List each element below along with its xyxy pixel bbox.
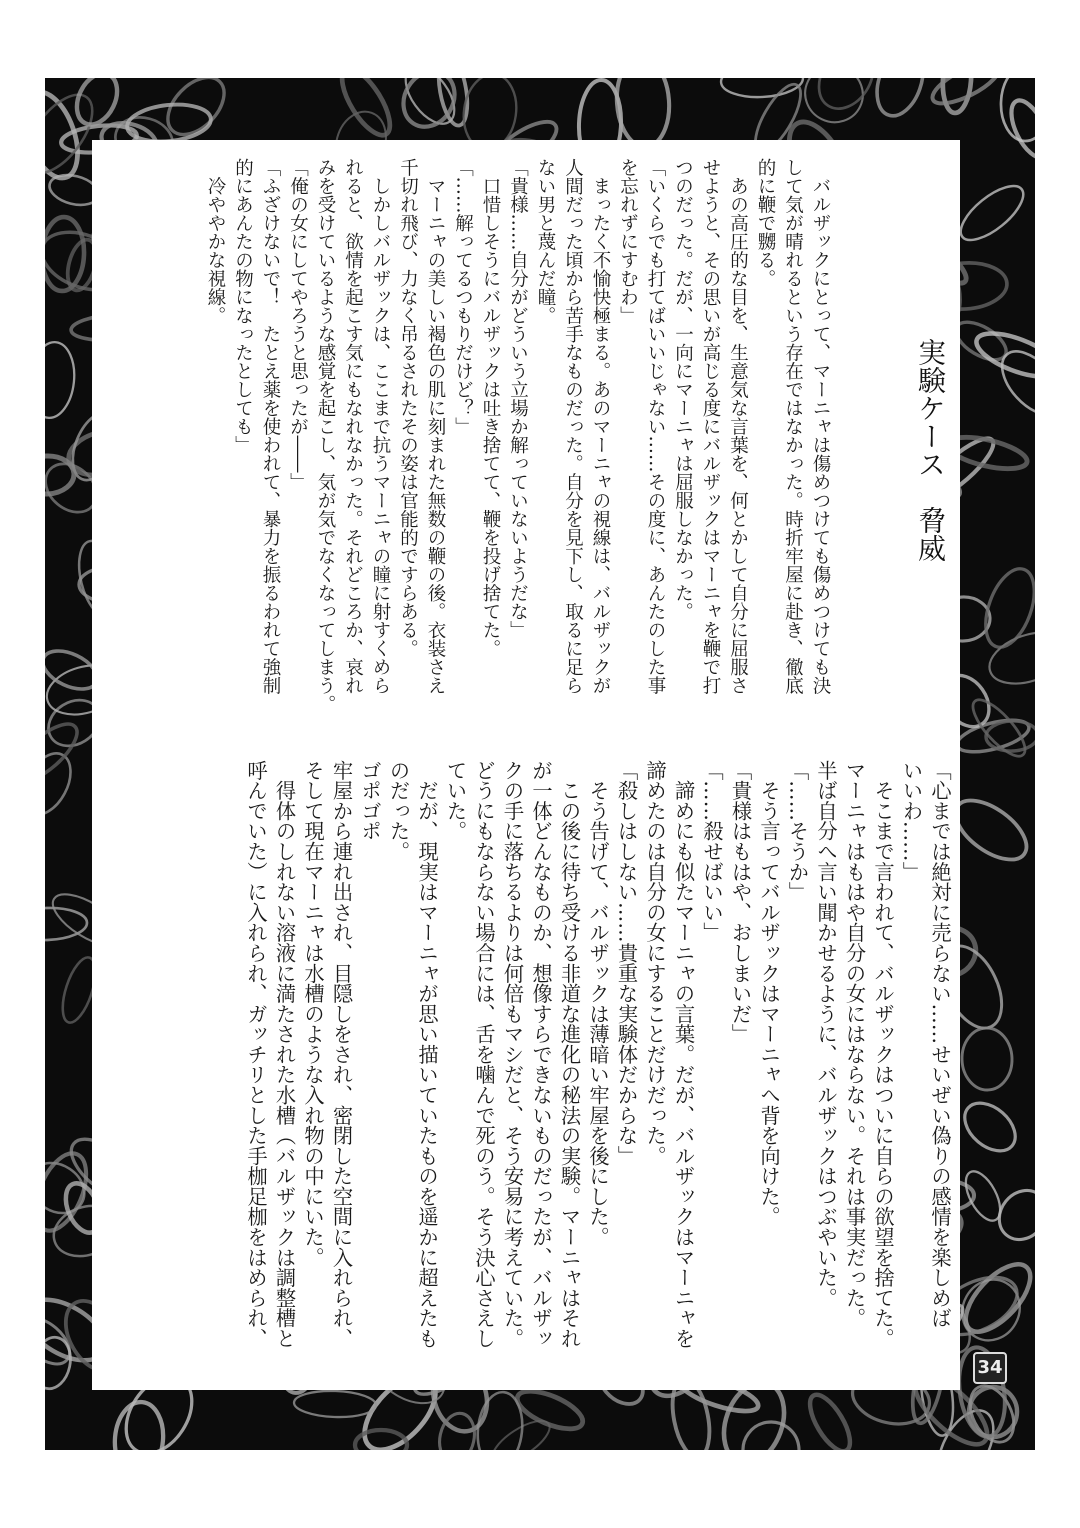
text-line: 「俺の女にしてやろうと思ったが――」 xyxy=(287,158,309,491)
text-line: 「……解ってるつもりだけど？」 xyxy=(452,158,474,436)
text-line: そして現在マーニャは水槽のような入れ物の中にいた。 xyxy=(301,760,325,1268)
text-line: 「貴様……自分がどういう立場か解っていないようだな」 xyxy=(507,158,529,639)
text-line: 冷ややかな視線。 xyxy=(205,158,226,325)
text-line: ゴポゴポ xyxy=(358,760,382,842)
page-number: 34 xyxy=(973,1352,1007,1384)
text-line: 「……そうか」 xyxy=(785,760,810,903)
chain-link xyxy=(355,1430,407,1450)
text-line: 「いくらでも打てばいいじゃない……その度に、あんたのした事 xyxy=(645,158,666,695)
text-line: 千切れ飛び、力なく吊るされたその姿は官能的ですらある。 xyxy=(397,158,419,658)
text-line: みを受けているような感覚を起こし、気が気でなくなってしまう。 xyxy=(315,158,336,713)
chain-link xyxy=(739,1418,803,1450)
text-line: この後に待ち受ける非道な進化の秘法の実験。マーニャはそれ xyxy=(557,760,582,1349)
text-line: 的に鞭で嬲る。 xyxy=(755,158,776,288)
text-line: 呼んでいた）に入れられ、ガッチリとした手枷足枷をはめられ、 xyxy=(244,760,268,1349)
text-line: 「……殺せばいい」 xyxy=(700,760,724,943)
text-line: いいわ……」 xyxy=(899,760,924,882)
text-line: 半ば自分へ言い聞かせるように、バルザックはつぶやいた。 xyxy=(814,760,838,1308)
text-line: マーニャの美しい褐色の肌に刻まれた無数の鞭の後。衣装さえ xyxy=(425,158,446,695)
text-line: が一体どんなものか、想像すらできないものだったが、バルザッ xyxy=(529,760,553,1349)
text-line: を忘れずにすむわ」 xyxy=(617,158,639,325)
text-line: マーニャはもはや自分の女にはならない。それは事実だった。 xyxy=(842,760,867,1329)
chain-link xyxy=(802,1389,857,1450)
text-line: クの手に落ちるよりは何倍もマシだと、そう安易に考えていた。 xyxy=(500,760,525,1349)
chain-link xyxy=(808,78,884,119)
text-line: つのだった。だが、一向にマーニャは屈服しなかった。 xyxy=(672,158,694,621)
text-line: して気が晴れるという存在ではなかった。時折牢屋に赴き、徹底 xyxy=(782,158,804,695)
chain-link xyxy=(333,78,399,142)
text-line: 諦めたのは自分の女にすることだけだった。 xyxy=(643,760,667,1166)
text-line: そう言ってバルザックはマーニャへ背を向けた。 xyxy=(757,760,781,1227)
text-line: 「殺しはしない……貴重な実験体だからな」 xyxy=(614,760,639,1166)
chain-link xyxy=(952,177,1031,250)
chapter-title: 実験ケース 脅威 xyxy=(914,338,947,562)
text-line: そこまで言われて、バルザックはついに自らの欲望を捨てた。 xyxy=(871,760,895,1349)
text-line: 「貴様はもはや、おしまいだ」 xyxy=(728,760,753,1045)
chain-link xyxy=(991,341,1035,426)
chain-link xyxy=(869,78,932,122)
text-line: れると、欲情を起こす気にもなれなかった。それどころか、哀れ xyxy=(342,158,364,695)
text-line: 「心までは絶対に売らない……せいぜい偽りの感情を楽しめば xyxy=(928,760,952,1329)
chain-link xyxy=(45,340,78,420)
text-line: 牢屋から連れ出され、目隠しをされ、密閉した空間に入れられ、 xyxy=(329,760,354,1349)
chain-link xyxy=(393,78,464,136)
text-line: せようと、その思いが高じる度にバルザックはマーニャを鞭で打 xyxy=(700,158,721,695)
chain-link xyxy=(294,1390,377,1419)
text-line: のだった。 xyxy=(386,760,411,862)
text-line: ていた。 xyxy=(443,760,468,842)
text-line: 「ふざけないで！ たとえ薬を使われて、暴力を振るわれて強制 xyxy=(260,158,281,695)
chain-link xyxy=(983,623,1035,693)
upper-text-block xyxy=(202,158,835,718)
text-line: あの高圧的な目を、生意気な言葉を、何とかして自分に屈服さ xyxy=(727,158,749,695)
chain-link xyxy=(961,1027,1013,1091)
text-line: バルザックにとって、マーニャは傷めつけても傷めつけても決 xyxy=(810,158,831,695)
text-line: 得体のしれない溶液に満たされた水槽（バルザックは調整槽と xyxy=(272,760,297,1349)
text-line: 人間だった頃から苦手なものだった。自分を見下し、取るに足ら xyxy=(562,158,584,695)
chain-link xyxy=(985,720,1035,752)
text-line: まったく不愉快極まる。あのマーニャの視線は、バルザックが xyxy=(590,158,611,695)
text-line: 的にあんたの物になったとしても」 xyxy=(232,158,254,454)
chain-link xyxy=(720,78,804,99)
text-line: 口惜しそうにバルザックは吐き捨てて、鞭を投げ捨てた。 xyxy=(480,158,501,658)
chain-link xyxy=(112,1400,166,1450)
chain-link xyxy=(45,1309,78,1373)
text-line: どうにもならない場合には、舌を噛んで死のう。そう決心さえし xyxy=(472,760,496,1349)
text-line: ない男と蔑んだ瞳。 xyxy=(535,158,556,325)
text-line: だが、現実はマーニャが思い描いていたものを遥かに超えたも xyxy=(415,760,439,1349)
text-line: しかしバルザックは、ここまで抗うマーニャの瞳に射すくめら xyxy=(370,158,391,695)
text-line: そう告げて、バルザックは薄暗い牢屋を後にした。 xyxy=(586,760,610,1247)
text-line: 諦めにも似たマーニャの言葉。だが、バルザックはマーニャを xyxy=(671,760,696,1349)
lower-text-block xyxy=(242,760,955,1375)
chain-link xyxy=(956,1094,1025,1161)
